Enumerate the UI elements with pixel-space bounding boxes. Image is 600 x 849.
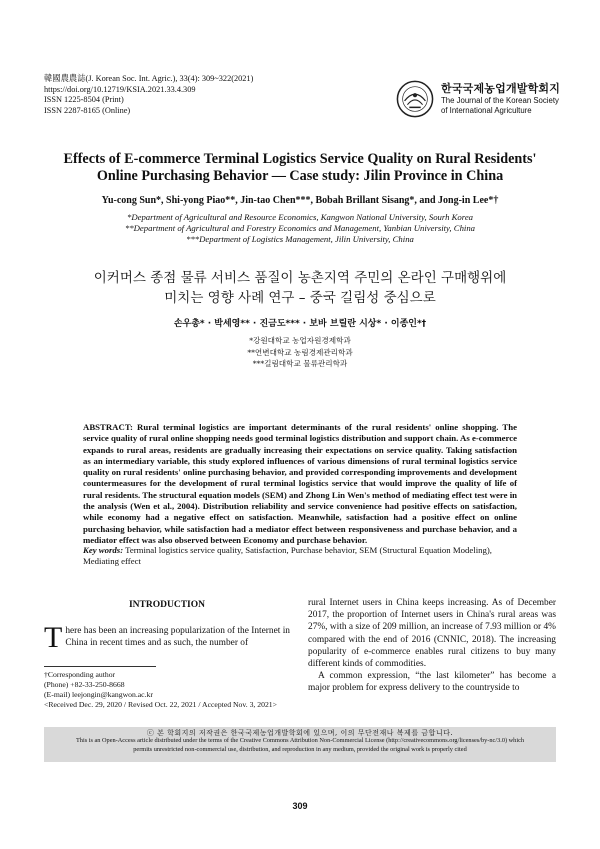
keywords-list: Terminal logistics service quality, Satisfaction, Purchase behavior, SEM (Structural Equation Modeling), Mediating effect bbox=[83, 545, 492, 567]
footnote-divider bbox=[44, 666, 156, 667]
journal-header bbox=[44, 74, 253, 116]
intro-column-right bbox=[308, 597, 556, 695]
license-line-1: This is an Open-Access article distributed under the terms of the Creative Commons Attribution Non-Commercial License (http://creativecommons.org/licenses/by-nc/3.0) which bbox=[75, 737, 525, 745]
license-line-2: permits unrestricted non-commercial use, distribution, and reproduction in any medium, provided the original work is properly cited bbox=[133, 745, 467, 753]
society-name-korean: 한국국제농업개발학회지 bbox=[441, 82, 561, 95]
issn-online: ISSN 2287-8165 (Online) bbox=[44, 105, 131, 115]
society-name-english-line2: of International Agriculture bbox=[441, 105, 532, 115]
affiliation-kr-3: ***길림대학교 물류관리학과 bbox=[252, 359, 348, 368]
society-name-english-line1: The Journal of the Korean Society bbox=[441, 96, 559, 105]
paper-title-english bbox=[30, 151, 570, 185]
footnote-email[interactable]: (E-mail) leejongin@kangwon.ac.kr bbox=[44, 690, 153, 700]
journal-citation: 韓國農農誌(J. Korean Soc. Int. Agric.), 33(4): 309~322(2021) bbox=[44, 74, 254, 83]
page-number: 309 bbox=[292, 801, 308, 811]
affiliation-kr-2: **연변대학교 농림경제관리학과 bbox=[247, 347, 353, 357]
intro-right-paragraph-1: rural Internet users in China keeps increasing. As of December 2017, the proportion of Internet users in China's rural areas was 27%, with a size of 209 million, an increase of 7.93 million or 4% compared with the end of 2016 (CNNIC, 2018). The increasing popularity of e-commerce enables rural citizens to buy many different kinds of commodities. bbox=[308, 598, 556, 670]
society-name-english bbox=[441, 96, 559, 115]
affiliation-kr-1: *강원대학교 농업자원경제학과 bbox=[249, 336, 351, 345]
society-seal-logo bbox=[396, 80, 434, 118]
intro-column-left bbox=[44, 621, 290, 654]
affiliations-english bbox=[30, 212, 570, 245]
section-heading-introduction: INTRODUCTION bbox=[128, 600, 205, 610]
title-line-2: Online Purchasing Behavior — Case study: Jilin Province in China bbox=[96, 168, 504, 184]
affiliation-3: ***Department of Logistics Management, Jilin University, China bbox=[186, 234, 414, 244]
footnote-phone: (Phone) +82-33-250-8668 bbox=[44, 680, 125, 690]
title-line-1: Effects of E-commerce Terminal Logistics Service Quality on Rural Residents' bbox=[63, 151, 537, 167]
abstract: ABSTRACT: Rural terminal logistics are important determinants of the rural residents' online shopping. The service quality of rural online shopping needs good terminal logistics distribution and support chain. As e-commerce expands to rural areas, residents are gradually increasing their expectations on service quality. Taking satisfaction as an intermediary variable, this study explored influences of various dimensions of rural terminal logistics service quality on rural residents' online purchasing behavior, and provided corresponding improvements and development countermeasures for the development of rural terminal logistics service that would improve the quality of life of rural residents. The structural equation models (SEM) and Zhong Lin Wen's method of mediating effect test were in the analysis (Wen et al., 2004). Distribution reliability and service convenience had positive effects on satisfaction, while economy had a negative effect on satisfaction. Meanwhile, satisfaction had a positive effect on online purchasing behavior, while satisfaction had a mediator effect between responsiveness and purchase behavior, and a mediator effect was also observed between Economy and purchase behavior. bbox=[83, 422, 517, 545]
keywords bbox=[83, 545, 517, 568]
license-box bbox=[44, 727, 556, 762]
footnote-dates: <Received Dec. 29, 2020 / Revised Oct. 22, 2021 / Accepted Nov. 3, 2021> bbox=[44, 700, 277, 710]
issn-print: ISSN 1225-8504 (Print) bbox=[44, 95, 124, 105]
copyright-notice: ⓒ 본 학회지의 저작권은 한국국제농업개발학회에 있으며, 이의 무단전재나 복제를 금합니다. bbox=[146, 729, 454, 737]
intro-left-text: here has been an increasing popularization of the Internet in China in recent times and as such, the number of bbox=[65, 626, 290, 648]
paper-title-korean bbox=[30, 268, 570, 308]
affiliation-1: *Department of Agricultural and Resource Economics, Kangwon National University, Sourh Korea bbox=[126, 212, 474, 222]
title-kr-line-1: 이커머스 종점 물류 서비스 품질이 농촌지역 주민의 온라인 구매행위에 bbox=[93, 270, 507, 286]
doi-link[interactable]: https://doi.org/10.12719/KSIA.2021.33.4.309 bbox=[44, 84, 196, 94]
footnote-corresponding: †Corresponding author bbox=[44, 670, 116, 679]
drop-cap: T bbox=[44, 621, 63, 654]
corresponding-author-footnote bbox=[44, 670, 304, 710]
affiliations-korean bbox=[30, 335, 570, 370]
intro-right-paragraph-2: A common expression, “the last kilometer” has become a major problem for express delivery to the countryside to bbox=[308, 671, 556, 694]
title-kr-line-2: 미치는 영향 사례 연구 – 중국 길림성 중심으로 bbox=[164, 290, 436, 306]
authors-english: Yu-cong Sun*, Shi-yong Piao**, Jin-tao Chen***, Bobah Brillant Sisang*, and Jong-in Lee*† bbox=[101, 195, 499, 206]
authors-korean: 손우총* · 박세영** · 진금도*** · 보바 브릴란 시상* · 이종인*† bbox=[173, 319, 427, 329]
affiliation-2: **Department of Agricultural and Forestry Economics and Management, Yanbian University, China bbox=[124, 223, 476, 233]
keywords-label: Key words: bbox=[83, 545, 124, 555]
